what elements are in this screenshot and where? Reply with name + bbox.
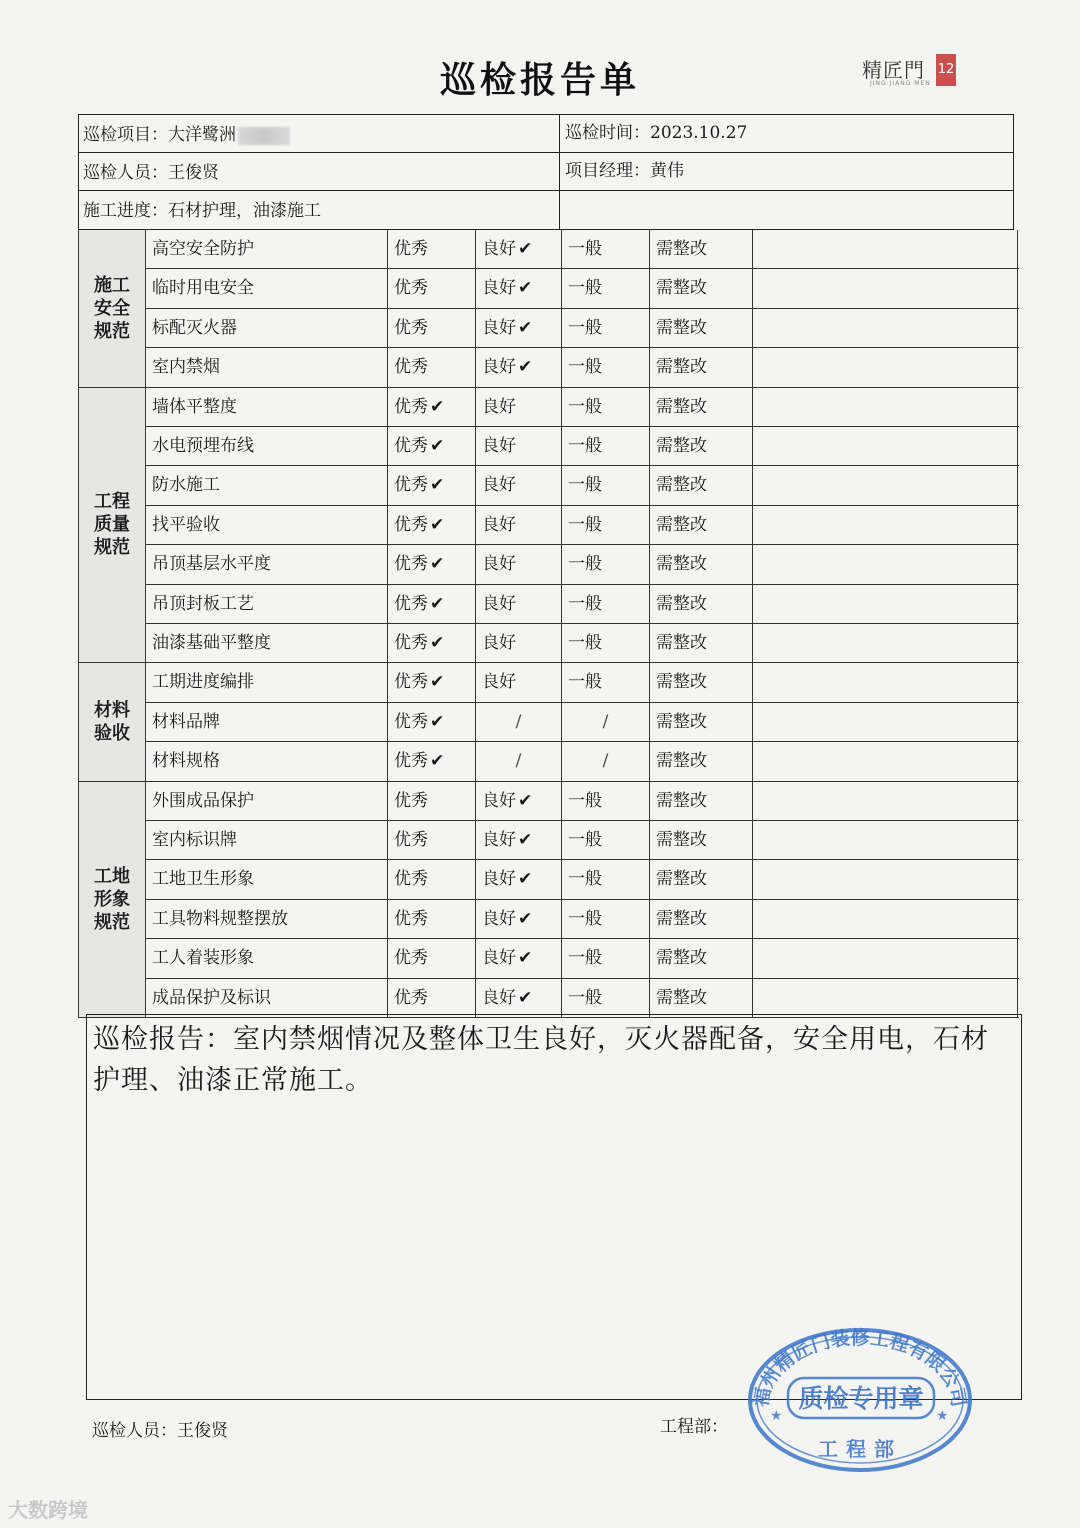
rating-excellent — [387, 624, 475, 663]
category-cell — [79, 782, 145, 1018]
rating-fair-text: 一般 — [568, 593, 602, 614]
category-label: 工地形象规范 — [94, 865, 130, 933]
rating-needs-fix — [649, 782, 753, 821]
table-row — [79, 663, 1019, 702]
rating-good-text: 良好 — [482, 593, 516, 614]
rating-needs-fix-text: 需整改 — [656, 869, 707, 890]
rating-good — [475, 427, 561, 466]
rating-excellent — [387, 939, 475, 978]
item-cell — [145, 230, 387, 269]
rating-good-text: 良好 — [482, 396, 516, 417]
rating-good — [475, 585, 561, 624]
stamp-center-text: 质检专用章 — [798, 1384, 924, 1413]
rating-fair — [561, 269, 649, 308]
rating-good — [475, 979, 561, 1018]
item-cell-text: 材料品牌 — [152, 711, 220, 732]
rating-fair-text: 一般 — [568, 396, 602, 417]
rating-fair-text: / — [602, 751, 609, 772]
rating-good-text: 良好 — [482, 436, 516, 456]
page-title: 巡检报告单 — [439, 59, 640, 101]
rating-excellent-text: 优秀 — [394, 357, 428, 378]
rating-excellent-text: 优秀 — [394, 711, 428, 732]
rating-excellent-text: 优秀 — [394, 908, 428, 929]
rating-fair-text: 一般 — [568, 239, 602, 259]
table-row — [79, 624, 1019, 663]
rating-fair-text: 一般 — [568, 514, 602, 535]
item-cell — [145, 821, 387, 860]
check-mark-icon: ✔ — [518, 790, 533, 811]
rating-needs-fix — [649, 506, 753, 545]
rating-needs-fix-text: 需整改 — [656, 830, 707, 850]
rating-fair — [561, 348, 649, 387]
rating-good — [475, 269, 561, 308]
table-row — [79, 585, 1019, 624]
category-label: 施工安全规范 — [94, 274, 130, 342]
rating-needs-fix — [649, 269, 753, 308]
rating-needs-fix-text: 需整改 — [656, 908, 707, 929]
rating-needs-fix-text: 需整改 — [656, 948, 707, 969]
rating-good — [475, 545, 561, 584]
rating-excellent — [387, 348, 475, 387]
progress-field: 施工进度：石材护理，油漆施工 — [83, 201, 321, 221]
rating-good-text: 良好 — [482, 278, 516, 299]
rating-excellent — [387, 663, 475, 702]
rating-good-text: 良好 — [482, 633, 516, 653]
rating-needs-fix-text: 需整改 — [656, 396, 707, 417]
rating-excellent — [387, 545, 475, 584]
rating-fair — [561, 703, 649, 742]
category-cell — [79, 388, 145, 664]
rating-excellent — [387, 979, 475, 1018]
check-mark-icon: ✔ — [518, 869, 533, 890]
check-mark-icon: ✔ — [430, 593, 445, 614]
stamp-company-text: 福州精匠门装修工程有限公司 — [750, 1327, 970, 1409]
rating-fair — [561, 900, 649, 939]
table-row — [79, 860, 1019, 899]
logo-text: 精匠門 — [862, 58, 925, 82]
rating-fair — [561, 427, 649, 466]
rating-fair — [561, 742, 649, 781]
rating-excellent — [387, 506, 475, 545]
rating-good-text: 良好 — [482, 317, 516, 338]
item-cell-text: 室内禁烟 — [152, 357, 220, 378]
rating-good-text: 良好 — [482, 514, 516, 535]
rating-needs-fix-text: 需整改 — [656, 751, 707, 772]
rating-needs-fix-text: 需整改 — [656, 475, 707, 496]
rating-fair-text: 一般 — [568, 987, 602, 1008]
rating-good — [475, 348, 561, 387]
check-mark-icon: ✔ — [518, 239, 533, 259]
rating-excellent-text: 优秀 — [394, 554, 428, 575]
rating-needs-fix — [649, 663, 753, 702]
rating-good — [475, 466, 561, 505]
rating-needs-fix-text: 需整改 — [656, 987, 707, 1008]
item-cell-text: 高空安全防护 — [152, 239, 254, 259]
rating-needs-fix-text: 需整改 — [656, 317, 707, 338]
rating-fair-text: 一般 — [568, 672, 602, 693]
check-mark-icon: ✔ — [518, 317, 533, 338]
rating-excellent — [387, 466, 475, 505]
category-cell — [79, 230, 145, 388]
rating-excellent — [387, 269, 475, 308]
check-mark-icon: ✔ — [518, 948, 533, 969]
manager-field: 项目经理：黄伟 — [565, 161, 684, 181]
rating-excellent — [387, 230, 475, 269]
rating-excellent — [387, 742, 475, 781]
check-mark-icon: ✔ — [430, 711, 445, 732]
rating-excellent — [387, 427, 475, 466]
rating-excellent-text: 优秀 — [394, 514, 428, 535]
rating-good-text: 良好 — [482, 948, 516, 969]
rating-needs-fix — [649, 466, 753, 505]
item-cell-text: 工期进度编排 — [152, 672, 254, 693]
item-cell — [145, 269, 387, 308]
rating-needs-fix — [649, 427, 753, 466]
rating-fair-text: 一般 — [568, 908, 602, 929]
rating-good — [475, 900, 561, 939]
check-mark-icon: ✔ — [518, 987, 533, 1008]
logo-subtext: JING JIANG MEN — [870, 80, 931, 87]
rating-needs-fix — [649, 742, 753, 781]
rating-fair — [561, 388, 649, 427]
rating-good — [475, 860, 561, 899]
item-cell-text: 水电预埋布线 — [152, 436, 254, 456]
rating-good — [475, 782, 561, 821]
rating-good-text: / — [515, 711, 522, 732]
category-label: 材料验收 — [94, 699, 130, 744]
svg-text:★: ★ — [936, 1408, 949, 1424]
rating-good — [475, 703, 561, 742]
rating-good — [475, 309, 561, 348]
rating-needs-fix — [649, 703, 753, 742]
rating-needs-fix-text: 需整改 — [656, 436, 707, 456]
rating-needs-fix — [649, 624, 753, 663]
check-mark-icon: ✔ — [430, 751, 445, 772]
rating-fair — [561, 939, 649, 978]
footer-department: 工程部： — [660, 1417, 728, 1437]
rating-fair — [561, 663, 649, 702]
rating-excellent — [387, 703, 475, 742]
rating-excellent-text: 优秀 — [394, 672, 428, 693]
item-cell-text: 工具物料规整摆放 — [152, 908, 288, 929]
check-mark-icon: ✔ — [430, 633, 445, 653]
item-cell-text: 室内标识牌 — [152, 830, 237, 850]
item-cell-text: 临时用电安全 — [152, 278, 254, 299]
item-cell-text: 吊顶封板工艺 — [152, 593, 254, 614]
rating-fair-text: 一般 — [568, 357, 602, 378]
rating-fair — [561, 506, 649, 545]
rating-fair-text: 一般 — [568, 317, 602, 338]
rating-needs-fix-text: 需整改 — [656, 239, 707, 259]
rating-needs-fix-text: 需整改 — [656, 672, 707, 693]
check-mark-icon: ✔ — [518, 830, 533, 850]
rating-fair-text: 一般 — [568, 278, 602, 299]
rating-good-text: 良好 — [482, 357, 516, 378]
rating-excellent — [387, 309, 475, 348]
footer-inspector: 巡检人员：王俊贤 — [92, 1421, 228, 1441]
item-cell — [145, 782, 387, 821]
item-cell — [145, 309, 387, 348]
rating-needs-fix — [649, 388, 753, 427]
item-cell — [145, 624, 387, 663]
header-row-1 — [79, 115, 1013, 153]
rating-fair — [561, 782, 649, 821]
rating-excellent-text: 优秀 — [394, 987, 428, 1008]
rating-needs-fix — [649, 230, 753, 269]
svg-text:★: ★ — [770, 1408, 783, 1424]
rating-fair-text: 一般 — [568, 554, 602, 575]
rating-needs-fix — [649, 545, 753, 584]
inspector-field: 巡检人员：王俊贤 — [83, 163, 219, 183]
rating-good — [475, 742, 561, 781]
item-cell-text: 油漆基础平整度 — [152, 633, 271, 653]
rating-needs-fix-text: 需整改 — [656, 633, 707, 653]
rating-excellent-text: 优秀 — [394, 278, 428, 299]
rating-fair-text: 一般 — [568, 475, 602, 496]
checklist-table — [78, 230, 1018, 1018]
item-cell — [145, 506, 387, 545]
rating-good — [475, 388, 561, 427]
rating-needs-fix — [649, 860, 753, 899]
check-mark-icon: ✔ — [430, 436, 445, 456]
rating-needs-fix — [649, 939, 753, 978]
category-label: 工程质量规范 — [94, 491, 130, 559]
rating-needs-fix-text: 需整改 — [656, 514, 707, 535]
stamp-dept-text: 工程部 — [818, 1437, 902, 1461]
rating-excellent — [387, 860, 475, 899]
report-text: 巡检报告：室内禁烟情况及整体卫生良好，灭火器配备，安全用电，石材护理、油漆正常施工。 — [93, 1024, 989, 1096]
item-cell — [145, 545, 387, 584]
watermark: 大数跨境 — [8, 1498, 88, 1522]
table-row — [79, 427, 1019, 466]
category-cell — [79, 663, 145, 781]
rating-good — [475, 663, 561, 702]
rating-good-text: / — [515, 751, 522, 772]
rating-good — [475, 506, 561, 545]
rating-good-text: 良好 — [482, 790, 516, 811]
rating-needs-fix-text: 需整改 — [656, 711, 707, 732]
inspection-time: 巡检时间：2023.10.27 — [565, 123, 748, 143]
item-cell — [145, 348, 387, 387]
item-cell — [145, 663, 387, 702]
rating-needs-fix — [649, 348, 753, 387]
item-cell-text: 外围成品保护 — [152, 790, 254, 811]
item-cell — [145, 939, 387, 978]
rating-good-text: 良好 — [482, 987, 516, 1008]
table-row — [79, 348, 1019, 387]
rating-fair — [561, 624, 649, 663]
rating-fair-text: 一般 — [568, 830, 602, 850]
item-cell-text: 吊顶基层水平度 — [152, 554, 271, 575]
item-cell-text: 标配灭火器 — [152, 317, 237, 338]
rating-good-text: 良好 — [482, 239, 516, 259]
rating-excellent-text: 优秀 — [394, 790, 428, 811]
rating-good-text: 良好 — [482, 672, 516, 693]
rating-needs-fix-text: 需整改 — [656, 593, 707, 614]
item-cell — [145, 703, 387, 742]
company-logo — [862, 52, 962, 92]
rating-fair-text: / — [602, 711, 609, 732]
rating-excellent — [387, 388, 475, 427]
table-row — [79, 939, 1019, 978]
rating-excellent-text: 优秀 — [394, 475, 428, 496]
table-row — [79, 466, 1019, 505]
check-mark-icon: ✔ — [430, 672, 445, 693]
project-field — [79, 117, 290, 153]
rating-excellent-text: 优秀 — [394, 830, 428, 850]
rating-excellent-text: 优秀 — [394, 317, 428, 338]
item-cell — [145, 585, 387, 624]
rating-needs-fix — [649, 821, 753, 860]
table-row — [79, 309, 1019, 348]
rating-good — [475, 939, 561, 978]
rating-needs-fix — [649, 900, 753, 939]
item-cell — [145, 466, 387, 505]
check-mark-icon: ✔ — [430, 396, 445, 417]
rating-excellent — [387, 585, 475, 624]
table-row — [79, 821, 1019, 860]
header-block — [78, 114, 1014, 230]
rating-needs-fix-text: 需整改 — [656, 554, 707, 575]
table-row — [79, 979, 1019, 1018]
rating-fair — [561, 309, 649, 348]
rating-good-text: 良好 — [482, 869, 516, 890]
rating-good-text: 良好 — [482, 908, 516, 929]
rating-excellent-text: 优秀 — [394, 396, 428, 417]
check-mark-icon: ✔ — [430, 554, 445, 575]
table-row — [79, 782, 1019, 821]
redacted-block — [238, 127, 290, 145]
table-row — [79, 742, 1019, 781]
rating-excellent-text: 优秀 — [394, 948, 428, 969]
rating-excellent-text: 优秀 — [394, 633, 428, 653]
rating-fair-text: 一般 — [568, 436, 602, 456]
item-cell-text: 墙体平整度 — [152, 396, 237, 417]
rating-fair — [561, 230, 649, 269]
item-cell-text: 工地卫生形象 — [152, 869, 254, 890]
rating-fair-text: 一般 — [568, 790, 602, 811]
item-cell — [145, 979, 387, 1018]
rating-fair — [561, 545, 649, 584]
rating-fair — [561, 860, 649, 899]
rating-excellent-text: 优秀 — [394, 869, 428, 890]
rating-good — [475, 230, 561, 269]
item-cell — [145, 427, 387, 466]
rating-fair — [561, 585, 649, 624]
rating-excellent — [387, 900, 475, 939]
rating-fair — [561, 821, 649, 860]
table-row — [79, 703, 1019, 742]
check-mark-icon: ✔ — [518, 908, 533, 929]
item-cell-text: 工人着装形象 — [152, 948, 254, 969]
table-row — [79, 506, 1019, 545]
check-mark-icon: ✔ — [518, 357, 533, 378]
rating-fair-text: 一般 — [568, 948, 602, 969]
rating-good — [475, 624, 561, 663]
header-row-2 — [79, 153, 1013, 191]
item-cell-text: 找平验收 — [152, 514, 220, 535]
rating-excellent-text: 优秀 — [394, 593, 428, 614]
table-row — [79, 900, 1019, 939]
rating-excellent — [387, 782, 475, 821]
check-mark-icon: ✔ — [430, 475, 445, 496]
project-label: 巡检项目：大洋鹭洲 — [83, 125, 236, 145]
item-cell — [145, 388, 387, 427]
rating-good-text: 良好 — [482, 554, 516, 575]
item-cell — [145, 860, 387, 899]
item-cell-text: 成品保护及标识 — [152, 987, 271, 1008]
table-row — [79, 230, 1019, 269]
rating-excellent — [387, 821, 475, 860]
item-cell-text: 防水施工 — [152, 475, 220, 496]
check-mark-icon: ✔ — [518, 278, 533, 299]
rating-good-text: 良好 — [482, 475, 516, 496]
rating-needs-fix — [649, 979, 753, 1018]
logo-mark: 12 — [936, 54, 956, 86]
header-row-3 — [79, 191, 1013, 229]
rating-fair-text: 一般 — [568, 869, 602, 890]
quality-stamp — [746, 1322, 974, 1474]
rating-good — [475, 821, 561, 860]
rating-fair — [561, 466, 649, 505]
rating-excellent-text: 优秀 — [394, 239, 428, 259]
rating-excellent-text: 优秀 — [394, 436, 428, 456]
rating-fair — [561, 979, 649, 1018]
rating-needs-fix — [649, 309, 753, 348]
item-cell — [145, 900, 387, 939]
rating-good-text: 良好 — [482, 830, 516, 850]
rating-needs-fix — [649, 585, 753, 624]
rating-fair-text: 一般 — [568, 633, 602, 653]
rating-needs-fix-text: 需整改 — [656, 790, 707, 811]
item-cell-text: 材料规格 — [152, 751, 220, 772]
check-mark-icon: ✔ — [430, 514, 445, 535]
table-row — [79, 545, 1019, 584]
rating-needs-fix-text: 需整改 — [656, 278, 707, 299]
rating-excellent-text: 优秀 — [394, 751, 428, 772]
table-row — [79, 388, 1019, 427]
table-row — [79, 269, 1019, 308]
rating-needs-fix-text: 需整改 — [656, 357, 707, 378]
item-cell — [145, 742, 387, 781]
